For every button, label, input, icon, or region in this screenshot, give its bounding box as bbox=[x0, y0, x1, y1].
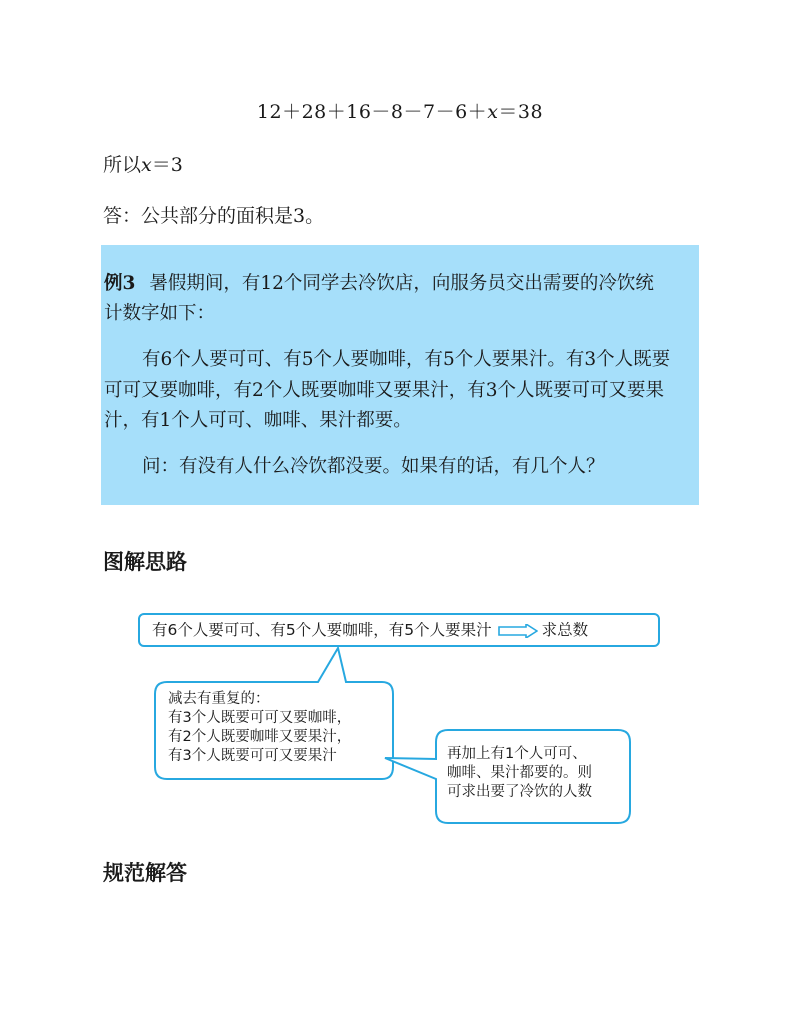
answer-line: 答：公共部分的面积是3。 bbox=[103, 205, 325, 227]
equation-rhs: ＝38 bbox=[498, 101, 544, 123]
right-bubble-line: 可求出要了冷饮的人数 bbox=[447, 784, 592, 800]
section-heading-solution: 规范解答 bbox=[103, 860, 187, 885]
example-line-1: 例3 暑假期间，有12个同学去冷饮店，向服务员交出需要的冷饮统 bbox=[104, 273, 654, 294]
conclusion-suffix: ＝3 bbox=[151, 154, 183, 176]
section-heading-diagram: 图解思路 bbox=[103, 549, 187, 574]
right-bubble-line: 再加上有1个人可可、 bbox=[447, 746, 587, 762]
example-p2-line-3: 汁，有1个人可可、咖啡、果汁都要。 bbox=[104, 410, 412, 431]
example-label: 例3 bbox=[104, 273, 136, 294]
arrow-right-icon bbox=[498, 624, 538, 638]
left-bubble-line: 有3个人既要可可又要果汁 bbox=[168, 748, 337, 764]
right-bubble-text bbox=[447, 745, 592, 802]
example-p2-line-1: 有6个人要可可、有5个人要咖啡，有5个人要果汁。有3个人既要 bbox=[142, 349, 671, 370]
left-bubble-text bbox=[168, 690, 351, 766]
right-bubble-line: 咖啡、果汁都要的。则 bbox=[447, 765, 592, 781]
example-question: 问：有没有人什么冷饮都没要。如果有的话，有几个人？ bbox=[142, 456, 605, 477]
example-line-2: 计数字如下： bbox=[104, 303, 216, 324]
conclusion-prefix: 所以 bbox=[103, 154, 142, 176]
left-bubble-line: 减去有重复的： bbox=[168, 691, 270, 707]
left-bubble-line: 有2个人既要咖啡又要果汁， bbox=[168, 729, 352, 745]
diagram-top-bar bbox=[138, 613, 660, 647]
top-bar-result: 求总数 bbox=[541, 621, 589, 639]
left-bubble-line: 有3个人既要可可又要咖啡， bbox=[168, 710, 352, 726]
equation-lhs: 12＋28＋16－8－7－6＋ bbox=[256, 101, 488, 123]
top-bar-text: 有6个人要可可、有5个人要咖啡，有5个人要果汁 bbox=[152, 621, 492, 639]
equation-var: x bbox=[487, 101, 499, 123]
example-p2-line-2: 可可又要咖啡，有2个人既要咖啡又要果汁，有3个人既要可可又要果 bbox=[104, 380, 665, 401]
conclusion-var: x bbox=[141, 154, 152, 176]
